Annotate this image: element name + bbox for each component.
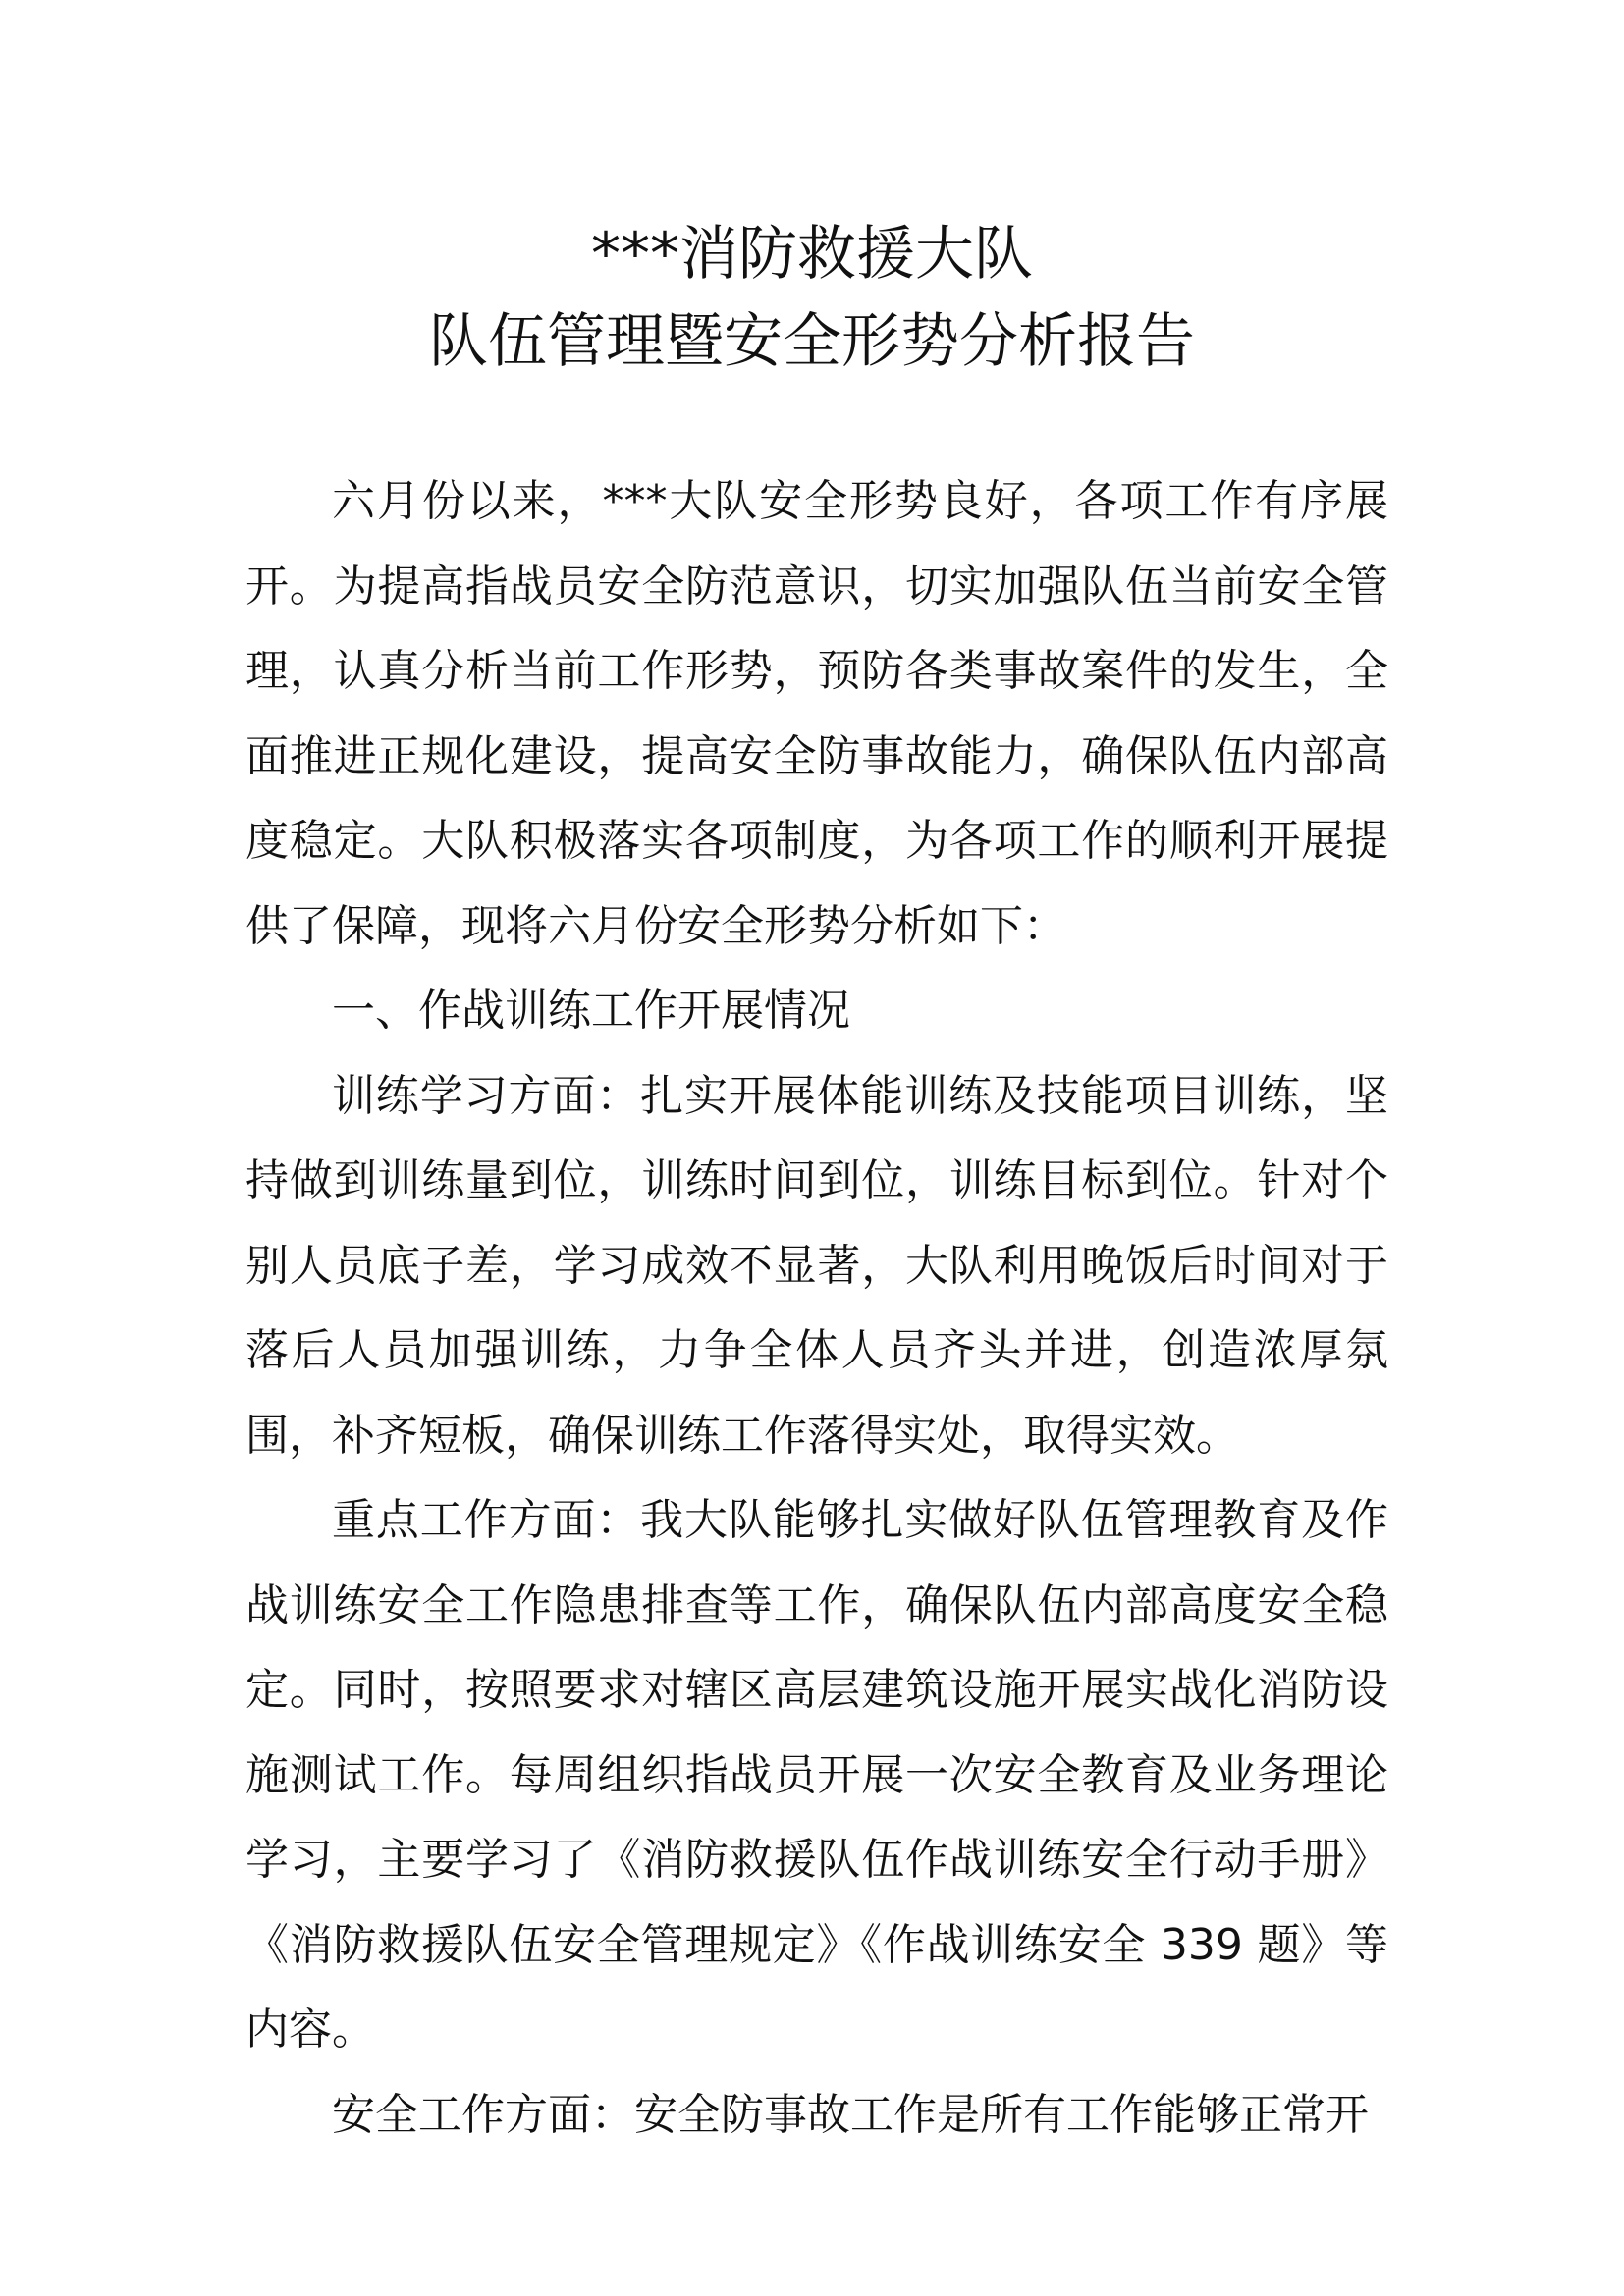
document-title-line-2: 队伍管理暨安全形势分析报告	[429, 307, 1195, 376]
document-body	[245, 459, 1388, 2158]
paragraph-training: 训练学习方面：扎实开展体能训练及技能项目训练，坚持做到训练量到位，训练时间到位，训练目标到位。针对个别人员底子差，学习成效不显著，大队利用晚饭后时间对于落后人员加强训练，力争全体人员齐头并进，创造浓厚氛围，补齐短板，确保训练工作落得实处，取得实效。	[245, 1070, 1388, 1461]
paragraph-key-work: 重点工作方面：我大队能够扎实做好队伍管理教育及作战训练安全工作隐患排查等工作，确保队伍内部高度安全稳定。同时，按照要求对辖区高层建筑设施开展实战化消防设施测试工作。每周组织指战员开展一次安全教育及业务理论学习，主要学习了《消防救援队伍作战训练安全行动手册》《消防救援队伍安全管理规定》《作战训练安全 339 题》等内容。	[245, 1495, 1388, 2055]
paragraph-safety: 安全工作方面：安全防事故工作是所有工作能够正常开	[332, 2089, 1369, 2140]
paragraph-intro: 六月份以来，***大队安全形势良好，各项工作有序展开。为提高指战员安全防范意识，切实加强队伍当前安全管理，认真分析当前工作形势，预防各类事故案件的发生，全面推进正规化建设，提高安全防事故能力，确保队伍内部高度稳定。大队积极落实各项制度，为各项工作的顺利开展提供了保障，现将六月份安全形势分析如下：	[245, 476, 1388, 951]
section-heading-1: 一、作战训练工作开展情况	[332, 986, 850, 1036]
document-title-line-1: ***消防救援大队	[591, 220, 1033, 289]
